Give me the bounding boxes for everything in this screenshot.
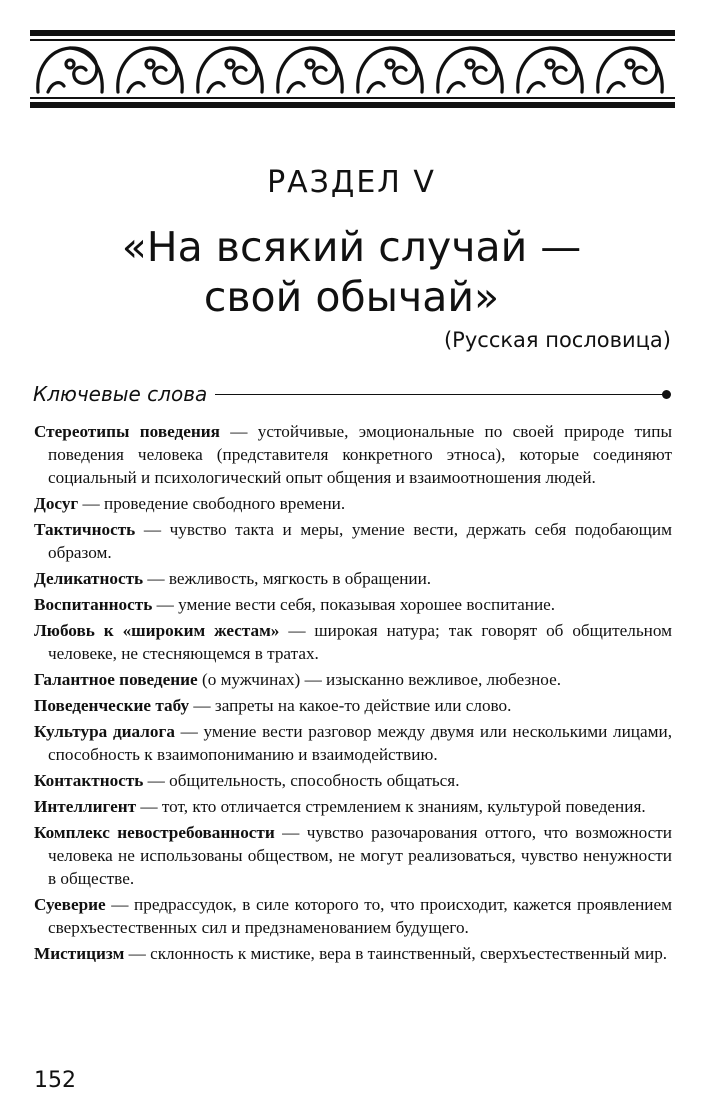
glossary-definition: — запреты на какое-то действие или слово. [189, 696, 512, 715]
glossary-term: Культура диалога [34, 722, 175, 741]
glossary-entry [34, 420, 672, 489]
glossary-term: Стереотипы поведения [34, 422, 220, 441]
glossary-entry [34, 795, 672, 818]
glossary-term: Воспитанность [34, 595, 153, 614]
glossary-entry [34, 942, 672, 965]
glossary-list [34, 420, 672, 968]
keywords-title: Ключевые слова [33, 382, 208, 406]
glossary-definition: (о мужчинах) — изысканно вежливое, любезное. [197, 670, 562, 689]
page-title-line: свой обычай» [203, 273, 500, 321]
glossary-term: Мистицизм [34, 944, 125, 963]
glossary-entry [34, 720, 672, 766]
page-title-line: «На всякий случай — [121, 223, 582, 271]
glossary-definition: — общительность, способность общаться. [143, 771, 460, 790]
glossary-definition: — широкая натура; так говорят об общительном человеке, не стесняющемся в тратах. [48, 621, 672, 663]
bullet-dot-icon [662, 390, 671, 399]
keywords-header [33, 381, 671, 407]
page-title [0, 222, 703, 322]
glossary-definition: — предрассудок, в силе которого то, что происходит, кажется проявлением сверхъестественных сил и предзнаменованием будущего. [48, 895, 672, 937]
glossary-definition: — устойчивые, эмоциональные по своей природе типы поведения человека (представителя конкретного этноса), которые соединяют социальный и психологический опыт общения и взаимоотношения людей. [48, 422, 672, 487]
page-number: 152 [34, 1068, 76, 1093]
glossary-entry [34, 668, 672, 691]
glossary-entry [34, 567, 672, 590]
decorative-ornament-border [30, 30, 675, 108]
glossary-definition: — чувство такта и меры, умение вести, держать себя подобающим образом. [48, 520, 672, 562]
glossary-entry [34, 518, 672, 564]
glossary-term: Досуг [34, 494, 79, 513]
glossary-entry [34, 821, 672, 890]
keywords-rule [215, 394, 664, 395]
glossary-entry [34, 619, 672, 665]
glossary-entry [34, 769, 672, 792]
glossary-entry [34, 492, 672, 515]
glossary-term: Тактичность [34, 520, 136, 539]
glossary-definition: — умение вести разговор между двумя или несколькими лицами, способность к взаимопониманию и взаимодействию. [48, 722, 672, 764]
glossary-term: Поведенческие табу [34, 696, 190, 715]
glossary-definition: — тот, кто отличается стремлением к знаниям, культурой поведения. [136, 797, 646, 816]
glossary-entry [34, 593, 672, 616]
glossary-entry [34, 893, 672, 939]
glossary-term: Суеверие [34, 895, 106, 914]
glossary-definition: — склонность к мистике, вера в таинственный, сверхъестественный мир. [124, 944, 668, 963]
glossary-term: Комплекс невостребованности [34, 823, 275, 842]
glossary-term: Галантное поведение [34, 670, 198, 689]
glossary-term: Интеллигент [34, 797, 137, 816]
glossary-term: Контактность [34, 771, 144, 790]
proverb-attribution: (Русская пословица) [443, 328, 671, 352]
section-label: РАЗДЕЛ V [267, 165, 436, 200]
glossary-term: Любовь к «широким жестам» [34, 621, 280, 640]
glossary-definition: — вежливость, мягкость в обращении. [143, 569, 432, 588]
glossary-definition: — чувство разочарования оттого, что возможности человека не использованы обществом, не могут реализоваться, чувство ненужности в обществе. [48, 823, 672, 888]
glossary-entry [34, 694, 672, 717]
glossary-term: Деликатность [34, 569, 144, 588]
glossary-definition: — умение вести себя, показывая хорошее воспитание. [152, 595, 556, 614]
glossary-definition: — проведение свободного времени. [78, 494, 346, 513]
